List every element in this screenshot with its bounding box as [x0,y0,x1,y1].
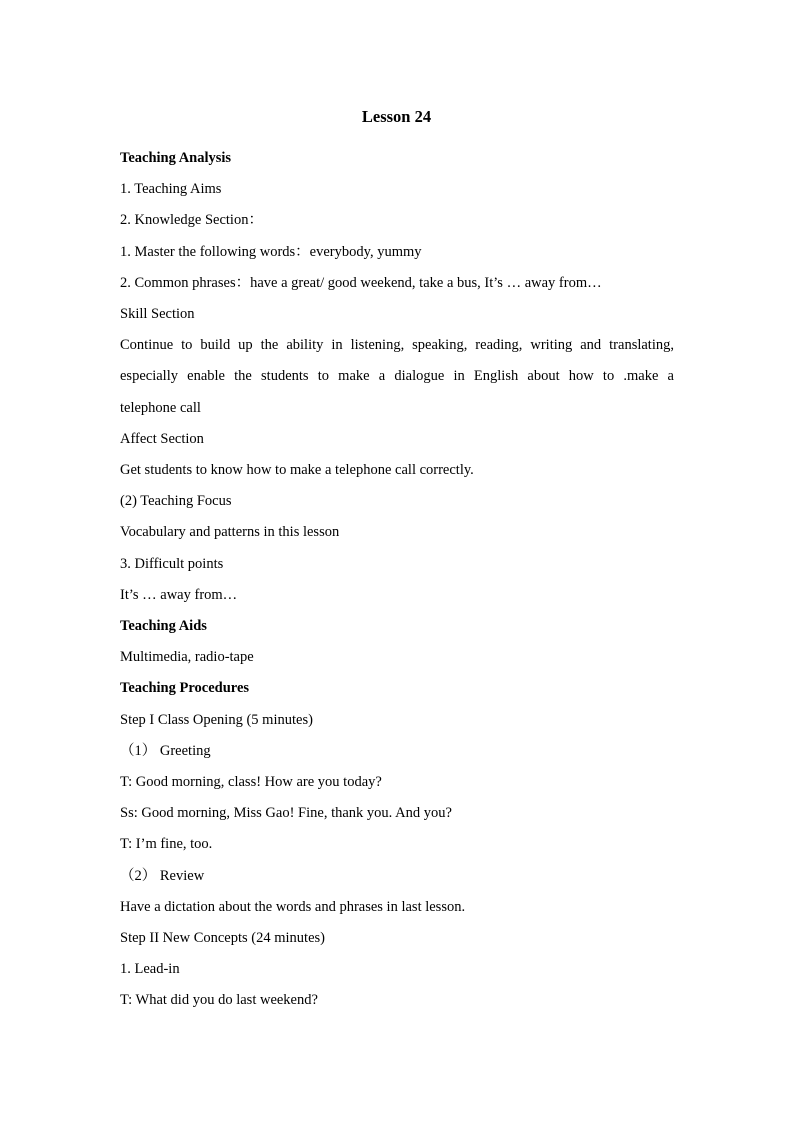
text-line: T: What did you do last weekend? [120,992,318,1009]
text-line: Affect Section [120,430,204,447]
document-title: Lesson 24 [361,107,432,126]
section-heading: Teaching Analysis [120,150,232,166]
text-line: 2. Common phrases：have a great/ good weekend, take a bus, It’s … away from… [120,274,602,291]
section-heading: Teaching Aids [120,618,207,635]
text-line: Continue to build up the ability in listening, speaking, reading, writing and translating, [120,337,674,354]
text-line: (2) Teaching Focus [120,493,232,510]
text-line: Vocabulary and patterns in this lesson [120,524,340,541]
text-line: Step I Class Opening (5 minutes) [120,711,313,728]
text-line: telephone call [120,399,201,416]
document-body [120,143,674,1017]
text-line: Multimedia, radio-tape [120,649,254,666]
text-line: T: I’m fine, too. [120,836,213,853]
text-line: 1. Lead-in [120,961,180,978]
text-line: Skill Section [120,306,195,323]
text-line: It’s … away from… [120,586,238,603]
text-line: Get students to know how to make a telephone call correctly. [120,462,474,479]
text-line: 3. Difficult points [120,555,224,572]
text-line: Ss: Good morning, Miss Gao! Fine, thank you. And you? [120,805,452,822]
text-line: T: Good morning, class! How are you today? [120,774,382,791]
text-line: （1） Greeting [120,742,211,759]
text-line: 1. Teaching Aims [120,181,222,198]
text-line: especially enable the students to make a dialogue in English about how to .make a [120,368,674,385]
text-line: （2） Review [120,867,205,884]
text-line: 2. Knowledge Section： [120,212,263,229]
text-line: 1. Master the following words：everybody, yummy [120,243,422,260]
section-heading: Teaching Procedures [120,680,250,697]
text-line: Have a dictation about the words and phrases in last lesson. [120,898,466,915]
text-line: Step II New Concepts (24 minutes) [120,930,325,947]
